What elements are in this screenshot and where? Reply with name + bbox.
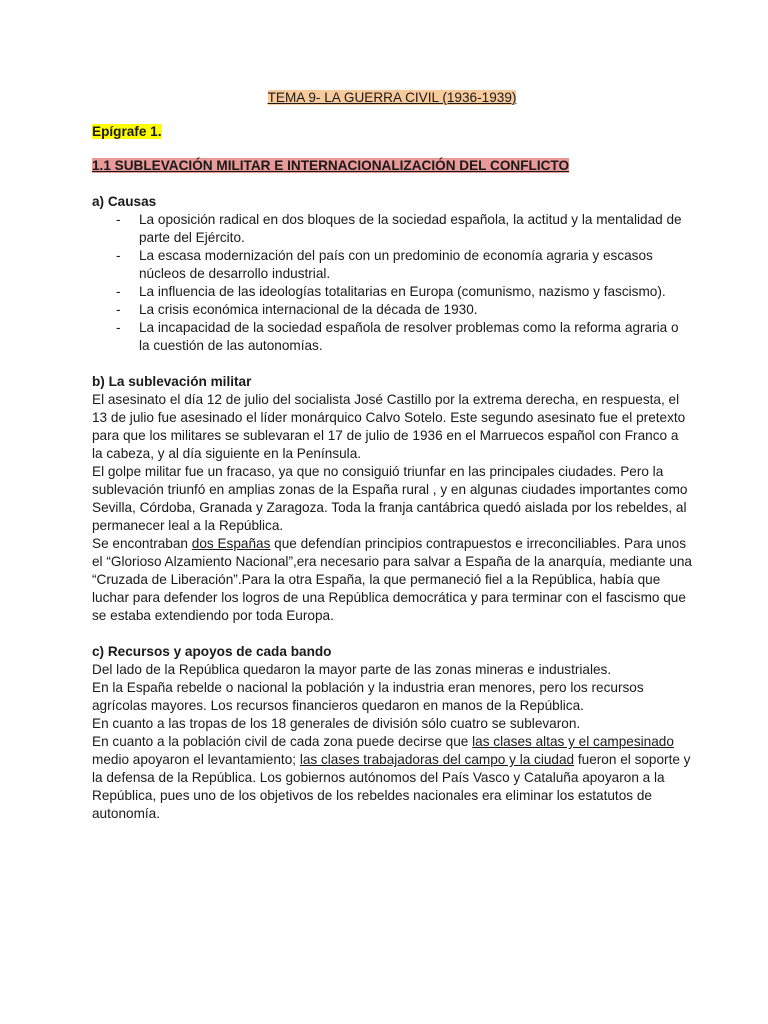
- sublevacion-paragraph-3: [92, 535, 692, 625]
- text-run: Se encontraban: [92, 536, 192, 551]
- recursos-paragraph-2: En la España rebelde o nacional la población y la industria eran menores, pero los recursos agrícolas mayores. Los recursos financieros quedaron en manos de la República.: [92, 680, 644, 713]
- bullet-dash: -: [116, 284, 121, 299]
- underlined-phrase: las clases altas y el campesinado: [472, 734, 674, 749]
- bullet-dash: -: [116, 320, 121, 335]
- text-run: medio apoyaron el levantamiento;: [92, 752, 300, 767]
- causas-item-text: La escasa modernización del país con un predominio de economía agraria y escasos núcleos de desarrollo industrial.: [139, 248, 653, 281]
- bullet-dash: -: [116, 248, 121, 263]
- causas-item: [92, 211, 692, 247]
- recursos-paragraph-1: Del lado de la República quedaron la mayor parte de las zonas mineras e industriales.: [92, 662, 612, 677]
- causas-item: [92, 247, 692, 283]
- causas-item: [92, 283, 692, 301]
- causas-list: [92, 211, 692, 355]
- recursos-heading: c) Recursos y apoyos de cada bando: [92, 644, 332, 659]
- causas-item-text: La crisis económica internacional de la década de 1930.: [139, 302, 478, 317]
- recursos-section: [92, 643, 692, 823]
- sublevacion-paragraph-2: El golpe militar fue un fracaso, ya que no consiguió triunfar en las principales ciudades. Pero la sublevación triunfó en amplias zonas de la España rural , y en algunas ciudades importantes como Sevilla, Córdoba, Granada y Zaragoza. Toda la franja cantábrica quedó aislada por los rebeldes, al permanecer leal a la República.: [92, 464, 688, 533]
- epigrafe-label: Epígrafe 1.: [92, 124, 162, 139]
- document-title: TEMA 9- LA GUERRA CIVIL (1936-1939): [267, 90, 517, 105]
- causas-item: [92, 319, 692, 355]
- underlined-phrase: dos Españas: [191, 536, 271, 551]
- causas-item: [92, 301, 692, 319]
- document-page: [92, 89, 692, 841]
- causas-item-text: La incapacidad de la sociedad española de resolver problemas como la reforma agraria o la cuestión de las autonomías.: [139, 320, 679, 353]
- text-run: En cuanto a la población civil de cada zona puede decirse que: [92, 734, 473, 749]
- bullet-dash: -: [116, 302, 121, 317]
- causas-item-text: La oposición radical en dos bloques de la sociedad española, la actitud y la mentalidad de parte del Ejército.: [139, 212, 682, 245]
- section-heading: 1.1 SUBLEVACIÓN MILITAR E INTERNACIONALIZACIÓN DEL CONFLICTO: [92, 158, 570, 173]
- underlined-phrase: las clases trabajadoras del campo y la ciudad: [299, 752, 575, 767]
- sublevacion-section: [92, 373, 692, 625]
- sublevacion-heading: b) La sublevación militar: [92, 374, 252, 389]
- bullet-dash: -: [116, 212, 121, 227]
- recursos-paragraph-4: [92, 733, 692, 823]
- sublevacion-paragraph-1: El asesinato el día 12 de julio del socialista José Castillo por la extrema derecha, en respuesta, el 13 de julio fue asesinado el líder monárquico Calvo Sotelo. Este segundo asesinato fue el pretexto para que los militares se sublevaran el 17 de julio de 1936 en el Marruecos español con Franco a la cabeza, y al día siguiente en la Península.: [92, 392, 686, 461]
- causas-item-text: La influencia de las ideologías totalitarias en Europa (comunismo, nazismo y fascismo).: [139, 284, 666, 299]
- recursos-paragraph-3: En cuanto a las tropas de los 18 generales de división sólo cuatro se sublevaron.: [92, 716, 581, 731]
- section-heading-line: [92, 157, 692, 175]
- text-run: fueron el soporte y la defensa de la República. Los gobiernos autónomos del País Vasco y Cataluña apoyaron a la República, pues uno de los objetivos de los rebeldes nacionales era eliminar los estatutos de autonomía.: [92, 752, 691, 821]
- epigrafe-line: [92, 123, 692, 141]
- text-run: que defendían principios contrapuestos e irreconciliables. Para unos el “Glorioso Alzamiento Nacional”,era necesario para salvar a España de la anarquía, mediante una “Cruzada de Liberación”.Para la otra España, la que permaneció fiel a la República, había que luchar para defender los logros de una República democrática y para terminar con el fascismo que se estaba extendiendo por toda Europa.: [92, 536, 692, 623]
- title-line: [92, 89, 692, 107]
- causas-heading: a) Causas: [92, 194, 157, 209]
